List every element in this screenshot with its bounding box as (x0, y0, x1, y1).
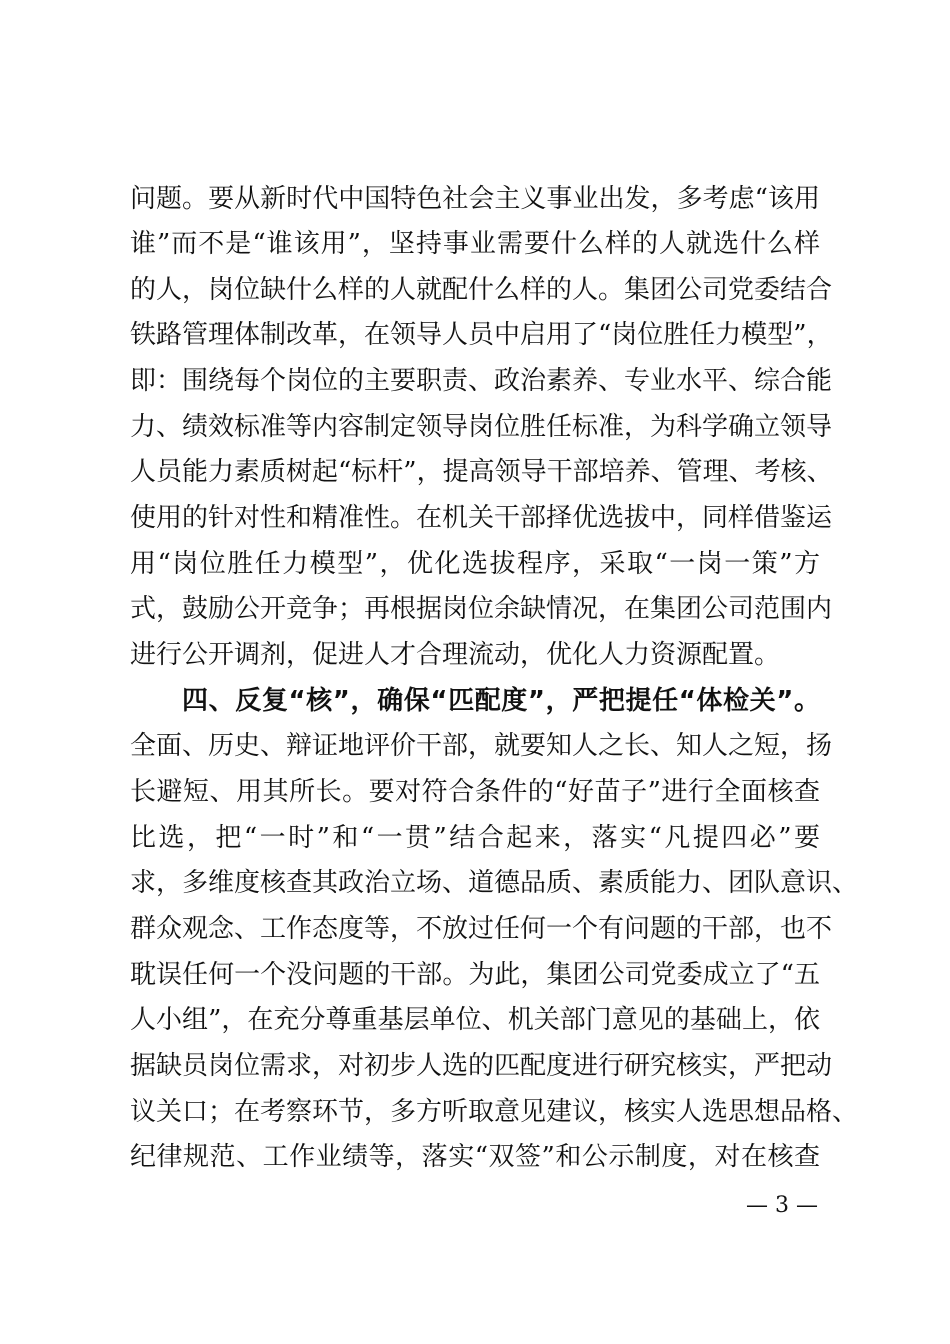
text-line: 人员能力素质树起“标杆”，提高领导干部培养、管理、考核、 (130, 457, 833, 487)
section-heading: 四、反复“核”，确保“匹配度”，严把提任“体检关”。 (182, 686, 820, 716)
text-line: 进行公开调剂，促进人才合理流动，优化人力资源配置。 (130, 640, 781, 670)
text-line: 式，鼓励公开竞争；再根据岗位余缺情况，在集团公司范围内 (130, 594, 833, 624)
text-line: 比选，把“一时”和“一贯”结合起来，落实“凡提四必”要 (130, 823, 820, 853)
text-line: 求，多维度核查其政治立场、道德品质、素质能力、团队意识、 (130, 868, 859, 898)
text-line: 力、绩效标准等内容制定领导岗位胜任标准，为科学确立领导 (130, 412, 833, 442)
text-line: 即：围绕每个岗位的主要职责、政治素养、专业水平、综合能 (130, 366, 833, 396)
text-line: 用“岗位胜任力模型”，优化选拔程序，采取“一岗一策”方 (130, 549, 820, 579)
text-line: 铁路管理体制改革，在领导人员中启用了“岗位胜任力模型”， (130, 320, 833, 350)
text-line: 据缺员岗位需求，对初步人选的匹配度进行研究核实，严把动 (130, 1051, 833, 1081)
text-line: 耽误任何一个没问题的干部。为此，集团公司党委成立了“五 (130, 960, 820, 990)
text-line: 全面、历史、辩证地评价干部，就要知人之长、知人之短，扬 (130, 731, 833, 761)
text-line: 的人，岗位缺什么样的人就配什么样的人。集团公司党委结合 (130, 275, 833, 305)
text-line: 人小组”，在充分尊重基层单位、机关部门意见的基础上，依 (130, 1005, 820, 1035)
text-line: 议关口；在考察环节，多方听取意见建议，核实人选思想品格、 (130, 1097, 859, 1127)
text-line: 纪律规范、工作业绩等，落实“双签”和公示制度，对在核查 (130, 1142, 820, 1172)
text-line: 群众观念、工作态度等，不放过任何一个有问题的干部，也不 (130, 914, 833, 944)
text-line: 长避短、用其所长。要对符合条件的“好苗子”进行全面核查 (130, 777, 820, 807)
text-line: 使用的针对性和精准性。在机关干部择优选拔中，同样借鉴运 (130, 503, 833, 533)
text-line: 谁”而不是“谁该用”，坚持事业需要什么样的人就选什么样 (130, 229, 820, 259)
page-number: — 3 — (746, 1193, 818, 1218)
text-line: 问题。要从新时代中国特色社会主义事业出发，多考虑“该用 (130, 184, 820, 214)
